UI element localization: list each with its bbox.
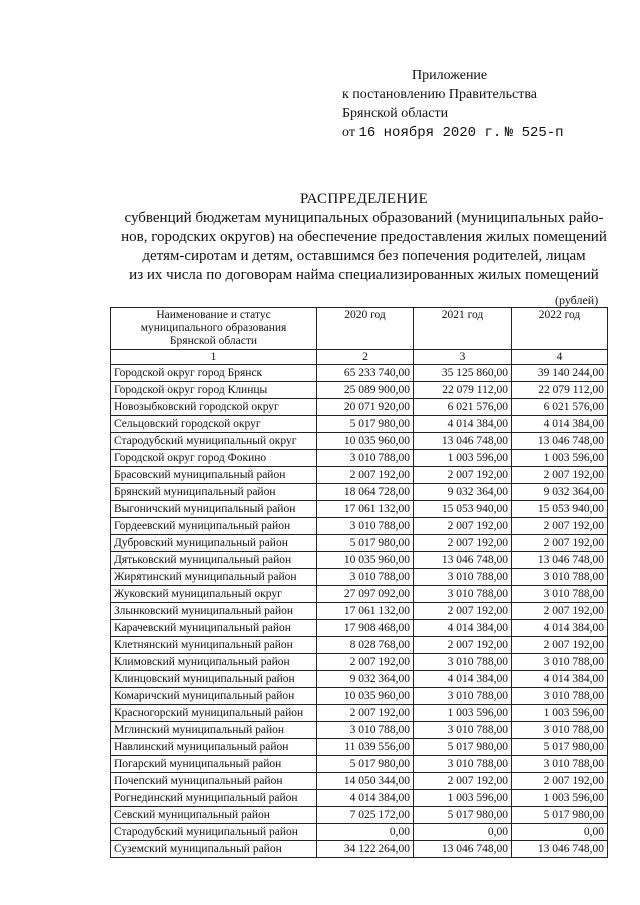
cell-2020: 20 071 920,00 <box>317 399 414 416</box>
cell-2022: 4 014 384,00 <box>512 416 608 433</box>
table-row <box>111 501 608 518</box>
cell-2022: 1 003 596,00 <box>512 450 608 467</box>
appendix-date-line <box>342 123 564 143</box>
cell-name: Брянский муниципальный район <box>111 484 317 501</box>
units-label: (рублей) <box>555 293 599 307</box>
table-row <box>111 535 608 552</box>
cell-name: Брасовский муниципальный район <box>111 467 317 484</box>
cell-2021: 6 021 576,00 <box>414 399 512 416</box>
cell-name: Почепский муниципальный район <box>111 773 317 790</box>
cell-name: Карачевский муниципальный район <box>111 620 317 637</box>
cell-2021: 2 007 192,00 <box>414 467 512 484</box>
cell-2020: 11 039 556,00 <box>317 739 414 756</box>
index-cell: 1 <box>111 350 317 365</box>
cell-name: Дятьковский муниципальный район <box>111 552 317 569</box>
distribution-table <box>110 307 608 858</box>
cell-2022: 2 007 192,00 <box>512 518 608 535</box>
cell-2021: 3 010 788,00 <box>414 688 512 705</box>
heading-line-2: нов, городских округов) на обеспечение предоставления жилых помещений <box>121 229 607 245</box>
cell-2020: 5 017 980,00 <box>317 416 414 433</box>
cell-name: Клинцовский муниципальный район <box>111 671 317 688</box>
cell-2020: 8 028 768,00 <box>317 637 414 654</box>
cell-2022: 5 017 980,00 <box>512 807 608 824</box>
cell-2020: 27 097 092,00 <box>317 586 414 603</box>
cell-2020: 3 010 788,00 <box>317 722 414 739</box>
table-row <box>111 807 608 824</box>
cell-2020: 10 035 960,00 <box>317 552 414 569</box>
cell-2021: 2 007 192,00 <box>414 773 512 790</box>
cell-name: Жирятинский муниципальный район <box>111 569 317 586</box>
cell-2022: 3 010 788,00 <box>512 722 608 739</box>
cell-2021: 1 003 596,00 <box>414 705 512 722</box>
cell-2020: 3 010 788,00 <box>317 450 414 467</box>
cell-2021: 1 003 596,00 <box>414 450 512 467</box>
table-row <box>111 824 608 841</box>
cell-2022: 22 079 112,00 <box>512 382 608 399</box>
cell-name: Городской округ город Брянск <box>111 365 317 382</box>
cell-name: Рогнединский муниципальный район <box>111 790 317 807</box>
cell-2020: 3 010 788,00 <box>317 569 414 586</box>
heading-line-3: детям-сиротам и детям, оставшимся без попечения родителей, лицам <box>142 248 586 264</box>
table-row <box>111 450 608 467</box>
cell-2022: 2 007 192,00 <box>512 603 608 620</box>
cell-2020: 4 014 384,00 <box>317 790 414 807</box>
cell-2022: 0,00 <box>512 824 608 841</box>
table-row <box>111 467 608 484</box>
table-row <box>111 671 608 688</box>
cell-2021: 3 010 788,00 <box>414 722 512 739</box>
table-index-row <box>111 350 608 365</box>
cell-name: Погарский муниципальный район <box>111 756 317 773</box>
cell-2022: 6 021 576,00 <box>512 399 608 416</box>
cell-name: Дубровский муниципальный район <box>111 535 317 552</box>
table-row <box>111 433 608 450</box>
appendix-number: № 525-п <box>504 125 564 141</box>
table-row <box>111 552 608 569</box>
cell-2021: 13 046 748,00 <box>414 552 512 569</box>
table-row <box>111 620 608 637</box>
cell-name: Гордеевский муниципальный район <box>111 518 317 535</box>
cell-2020: 14 050 344,00 <box>317 773 414 790</box>
cell-2021: 3 010 788,00 <box>414 569 512 586</box>
cell-name: Жуковский муниципальный округ <box>111 586 317 603</box>
cell-name: Выгоничский муниципальный район <box>111 501 317 518</box>
table-row <box>111 654 608 671</box>
cell-2022: 3 010 788,00 <box>512 756 608 773</box>
table-row <box>111 790 608 807</box>
cell-2022: 1 003 596,00 <box>512 705 608 722</box>
cell-2020: 10 035 960,00 <box>317 433 414 450</box>
cell-2022: 13 046 748,00 <box>512 433 608 450</box>
cell-2020: 2 007 192,00 <box>317 705 414 722</box>
table-row <box>111 399 608 416</box>
cell-name: Комаричский муниципальный район <box>111 688 317 705</box>
cell-2022: 1 003 596,00 <box>512 790 608 807</box>
appendix-line-2: Брянской области <box>342 106 449 121</box>
cell-name: Городской округ город Фокино <box>111 450 317 467</box>
appendix-line-1: к постановлению Правительства <box>342 87 538 102</box>
cell-2020: 18 064 728,00 <box>317 484 414 501</box>
cell-2022: 2 007 192,00 <box>512 773 608 790</box>
cell-2021: 3 010 788,00 <box>414 586 512 603</box>
table-row <box>111 637 608 654</box>
cell-2021: 0,00 <box>414 824 512 841</box>
cell-2021: 15 053 940,00 <box>414 501 512 518</box>
appendix-date-prefix: от <box>342 125 355 140</box>
cell-2021: 3 010 788,00 <box>414 654 512 671</box>
cell-2020: 7 025 172,00 <box>317 807 414 824</box>
table-row <box>111 705 608 722</box>
cell-name: Сельцовский городской округ <box>111 416 317 433</box>
cell-name: Стародубский муниципальный округ <box>111 433 317 450</box>
cell-2022: 9 032 364,00 <box>512 484 608 501</box>
cell-2021: 2 007 192,00 <box>414 518 512 535</box>
cell-2021: 13 046 748,00 <box>414 841 512 858</box>
table-row <box>111 484 608 501</box>
cell-name: Красногорский муниципальный район <box>111 705 317 722</box>
cell-2022: 3 010 788,00 <box>512 586 608 603</box>
cell-2022: 2 007 192,00 <box>512 535 608 552</box>
table-row <box>111 569 608 586</box>
cell-2021: 5 017 980,00 <box>414 807 512 824</box>
cell-2020: 2 007 192,00 <box>317 467 414 484</box>
cell-name: Навлинский муниципальный район <box>111 739 317 756</box>
cell-2020: 10 035 960,00 <box>317 688 414 705</box>
cell-name: Климовский муниципальный район <box>111 654 317 671</box>
heading-line-4: из их числа по договорам найма специализированных жилых помещений <box>129 267 599 283</box>
cell-2021: 2 007 192,00 <box>414 637 512 654</box>
cell-2020: 17 908 468,00 <box>317 620 414 637</box>
appendix-title: Приложение <box>412 68 488 83</box>
document-heading <box>100 190 628 285</box>
table-row <box>111 773 608 790</box>
cell-2020: 17 061 132,00 <box>317 501 414 518</box>
cell-2022: 5 017 980,00 <box>512 739 608 756</box>
cell-2022: 2 007 192,00 <box>512 637 608 654</box>
table-header-row <box>111 308 608 350</box>
header-name-line-1: Наименование и статус <box>156 309 271 321</box>
cell-2020: 25 089 900,00 <box>317 382 414 399</box>
cell-2021: 4 014 384,00 <box>414 671 512 688</box>
cell-2022: 3 010 788,00 <box>512 654 608 671</box>
header-name-line-3: Брянской области <box>169 335 258 347</box>
cell-name: Клетнянский муниципальный район <box>111 637 317 654</box>
table-body <box>111 365 608 858</box>
cell-2021: 2 007 192,00 <box>414 535 512 552</box>
cell-name: Севский муниципальный район <box>111 807 317 824</box>
index-cell: 3 <box>414 350 512 365</box>
table-row <box>111 756 608 773</box>
appendix-block <box>342 66 564 143</box>
table-row <box>111 365 608 382</box>
table-row <box>111 722 608 739</box>
cell-2020: 34 122 264,00 <box>317 841 414 858</box>
cell-name: Злынковский муниципальный район <box>111 603 317 620</box>
cell-2022: 39 140 244,00 <box>512 365 608 382</box>
cell-2020: 17 061 132,00 <box>317 603 414 620</box>
heading-title: РАСПРЕДЕЛЕНИЕ <box>299 191 429 207</box>
header-2021: 2021 год <box>414 308 512 350</box>
cell-2021: 9 032 364,00 <box>414 484 512 501</box>
index-cell: 2 <box>317 350 414 365</box>
table-row <box>111 841 608 858</box>
appendix-date: 16 ноября 2020 г. <box>358 125 502 141</box>
cell-2022: 3 010 788,00 <box>512 688 608 705</box>
table-row <box>111 688 608 705</box>
cell-2022: 15 053 940,00 <box>512 501 608 518</box>
cell-2021: 22 079 112,00 <box>414 382 512 399</box>
cell-2022: 4 014 384,00 <box>512 671 608 688</box>
cell-2020: 5 017 980,00 <box>317 535 414 552</box>
header-2022: 2022 год <box>512 308 608 350</box>
cell-2022: 3 010 788,00 <box>512 569 608 586</box>
cell-2021: 4 014 384,00 <box>414 416 512 433</box>
table-row <box>111 416 608 433</box>
cell-2021: 13 046 748,00 <box>414 433 512 450</box>
cell-name: Новозыбковский городской округ <box>111 399 317 416</box>
cell-2021: 4 014 384,00 <box>414 620 512 637</box>
heading-line-1: субвенций бюджетам муниципальных образований (муниципальных райо- <box>124 210 604 226</box>
cell-name: Стародубский муниципальный район <box>111 824 317 841</box>
index-cell: 4 <box>512 350 608 365</box>
cell-2020: 5 017 980,00 <box>317 756 414 773</box>
cell-2020: 65 233 740,00 <box>317 365 414 382</box>
cell-name: Суземский муниципальный район <box>111 841 317 858</box>
table-row <box>111 603 608 620</box>
cell-2021: 5 017 980,00 <box>414 739 512 756</box>
cell-2021: 2 007 192,00 <box>414 603 512 620</box>
cell-2022: 4 014 384,00 <box>512 620 608 637</box>
header-name <box>111 308 317 350</box>
cell-2021: 35 125 860,00 <box>414 365 512 382</box>
cell-2021: 3 010 788,00 <box>414 756 512 773</box>
cell-2021: 1 003 596,00 <box>414 790 512 807</box>
cell-2020: 2 007 192,00 <box>317 654 414 671</box>
table-row <box>111 739 608 756</box>
table-row <box>111 518 608 535</box>
cell-2020: 3 010 788,00 <box>317 518 414 535</box>
cell-2022: 13 046 748,00 <box>512 841 608 858</box>
cell-2022: 13 046 748,00 <box>512 552 608 569</box>
cell-2020: 9 032 364,00 <box>317 671 414 688</box>
table-row <box>111 586 608 603</box>
cell-name: Городской округ город Клинцы <box>111 382 317 399</box>
header-name-line-2: муниципального образования <box>140 322 287 334</box>
cell-2022: 2 007 192,00 <box>512 467 608 484</box>
header-2020: 2020 год <box>317 308 414 350</box>
cell-name: Мглинский муниципальный район <box>111 722 317 739</box>
table-row <box>111 382 608 399</box>
cell-2020: 0,00 <box>317 824 414 841</box>
